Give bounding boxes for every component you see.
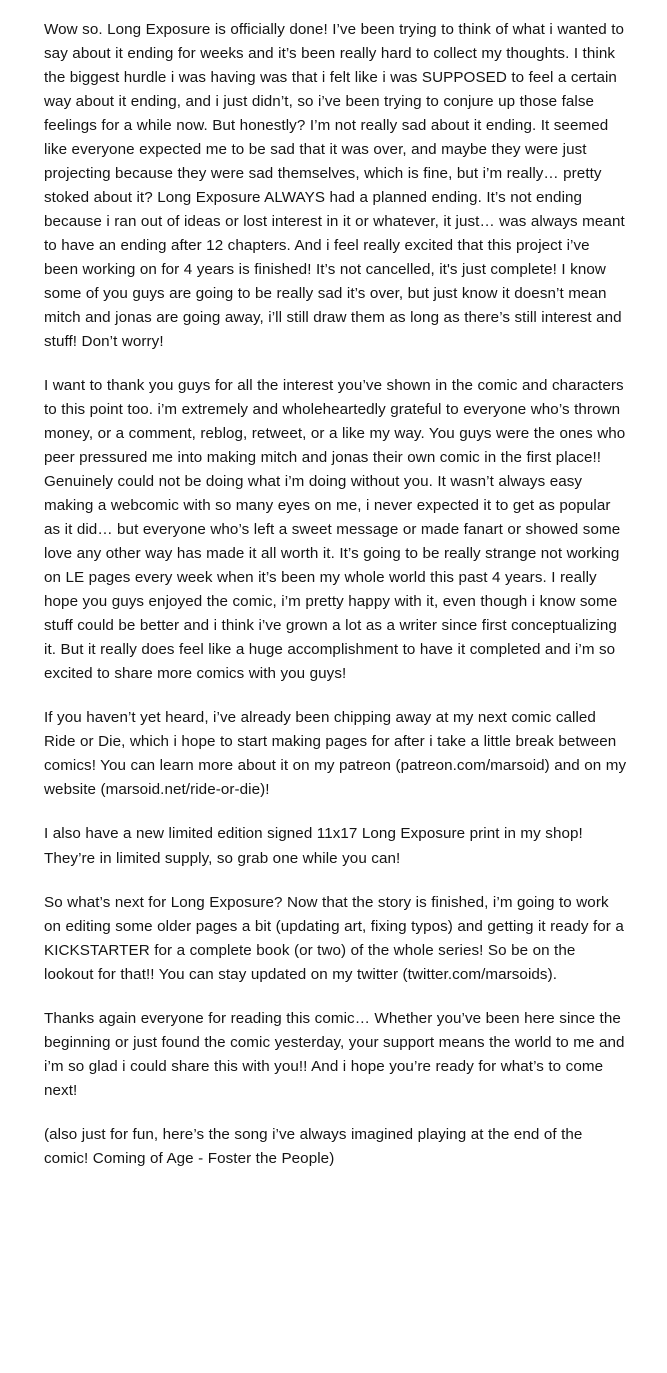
paragraph-3: If you haven’t yet heard, i’ve already been chipping away at my next comic called Ride or Die, which i hope to start making pages for after i take a little break between comics! You can learn more about it on my patreon (patreon.com/marsoid) and on my website (marsoid.net/ride-or-die)! [44, 709, 627, 799]
paragraph-5: So what’s next for Long Exposure? Now that the story is finished, i’m going to work on editing some older pages a bit (updating art, fixing typos) and getting it ready for a KICKSTARTER for a complete book (or two) of the whole series! So be on the lookout for that!! You can stay updated on my twitter (twitter.com/marsoids). [44, 893, 624, 983]
paragraph-1: Wow so. Long Exposure is officially done! I’ve been trying to think of what i wanted to say about it ending for weeks and it’s been really hard to collect my thoughts. I think the biggest hurdle i was having was that i felt like i was SUPPOSED to feel a certain way about it ending, and i just didn’t, so i’ve been trying to conjure up those false feelings for a while now. But honestly? I’m not really sad about it ending. It seemed like everyone expected me to be sad that it was over, and maybe they were just projecting because they were sad themselves, which is fine, but i’m really… pretty stoked about it? Long Exposure ALWAYS had a planned ending. It’s not ending because i ran out of ideas or lost interest in it or whatever, it just… was always meant to have an ending after 12 chapters. And i feel really excited that this project i’ve been working on for 4 years is finished! It’s not cancelled, it's just complete! I know some of you guys are going to be really sad it’s over, but just know it doesn’t mean mitch and jonas are going away, i’ll still draw them as long as there’s still interest and stuff! Don’t worry! [44, 21, 625, 351]
paragraph-4: I also have a new limited edition signed 11x17 Long Exposure print in my shop! They’re in limited supply, so grab one while you can! [44, 825, 583, 867]
paragraph-6: Thanks again everyone for reading this comic… Whether you’ve been here since the beginning or just found the comic yesterday, your support means the world to me and i’m so glad i could share this with you!! And i hope you’re ready for what’s to come next! [44, 1009, 625, 1099]
paragraph-2: I want to thank you guys for all the interest you’ve shown in the comic and characters to this point too. i’m extremely and wholeheartedly grateful to everyone who’s thrown money, or a comment, reblog, retweet, or a like my way. You guys were the ones who peer pressured me into making mitch and jonas their own comic in the first place!! Genuinely could not be doing what i’m doing without you. It wasn’t always easy making a webcomic with so many eyes on me, i never expected it to get as popular as it did… but everyone who’s left a sweet message or made fanart or showed some love any other way has made it all worth it. It’s going to be really strange not working on LE pages every week when it’s been my whole world this past 4 years. I really hope you guys enjoyed the comic, i’m pretty happy with it, even though i know some stuff could be better and i think i’ve grown a lot as a writer since first conceptualizing it. But it really does feel like a huge accomplishment to have it completed and i’m so excited to share more comics with you guys! [44, 377, 626, 683]
paragraph-7: (also just for fun, here’s the song i’ve always imagined playing at the end of the comic! Coming of Age - Foster the People) [44, 1125, 583, 1167]
post-body [44, 18, 627, 1171]
